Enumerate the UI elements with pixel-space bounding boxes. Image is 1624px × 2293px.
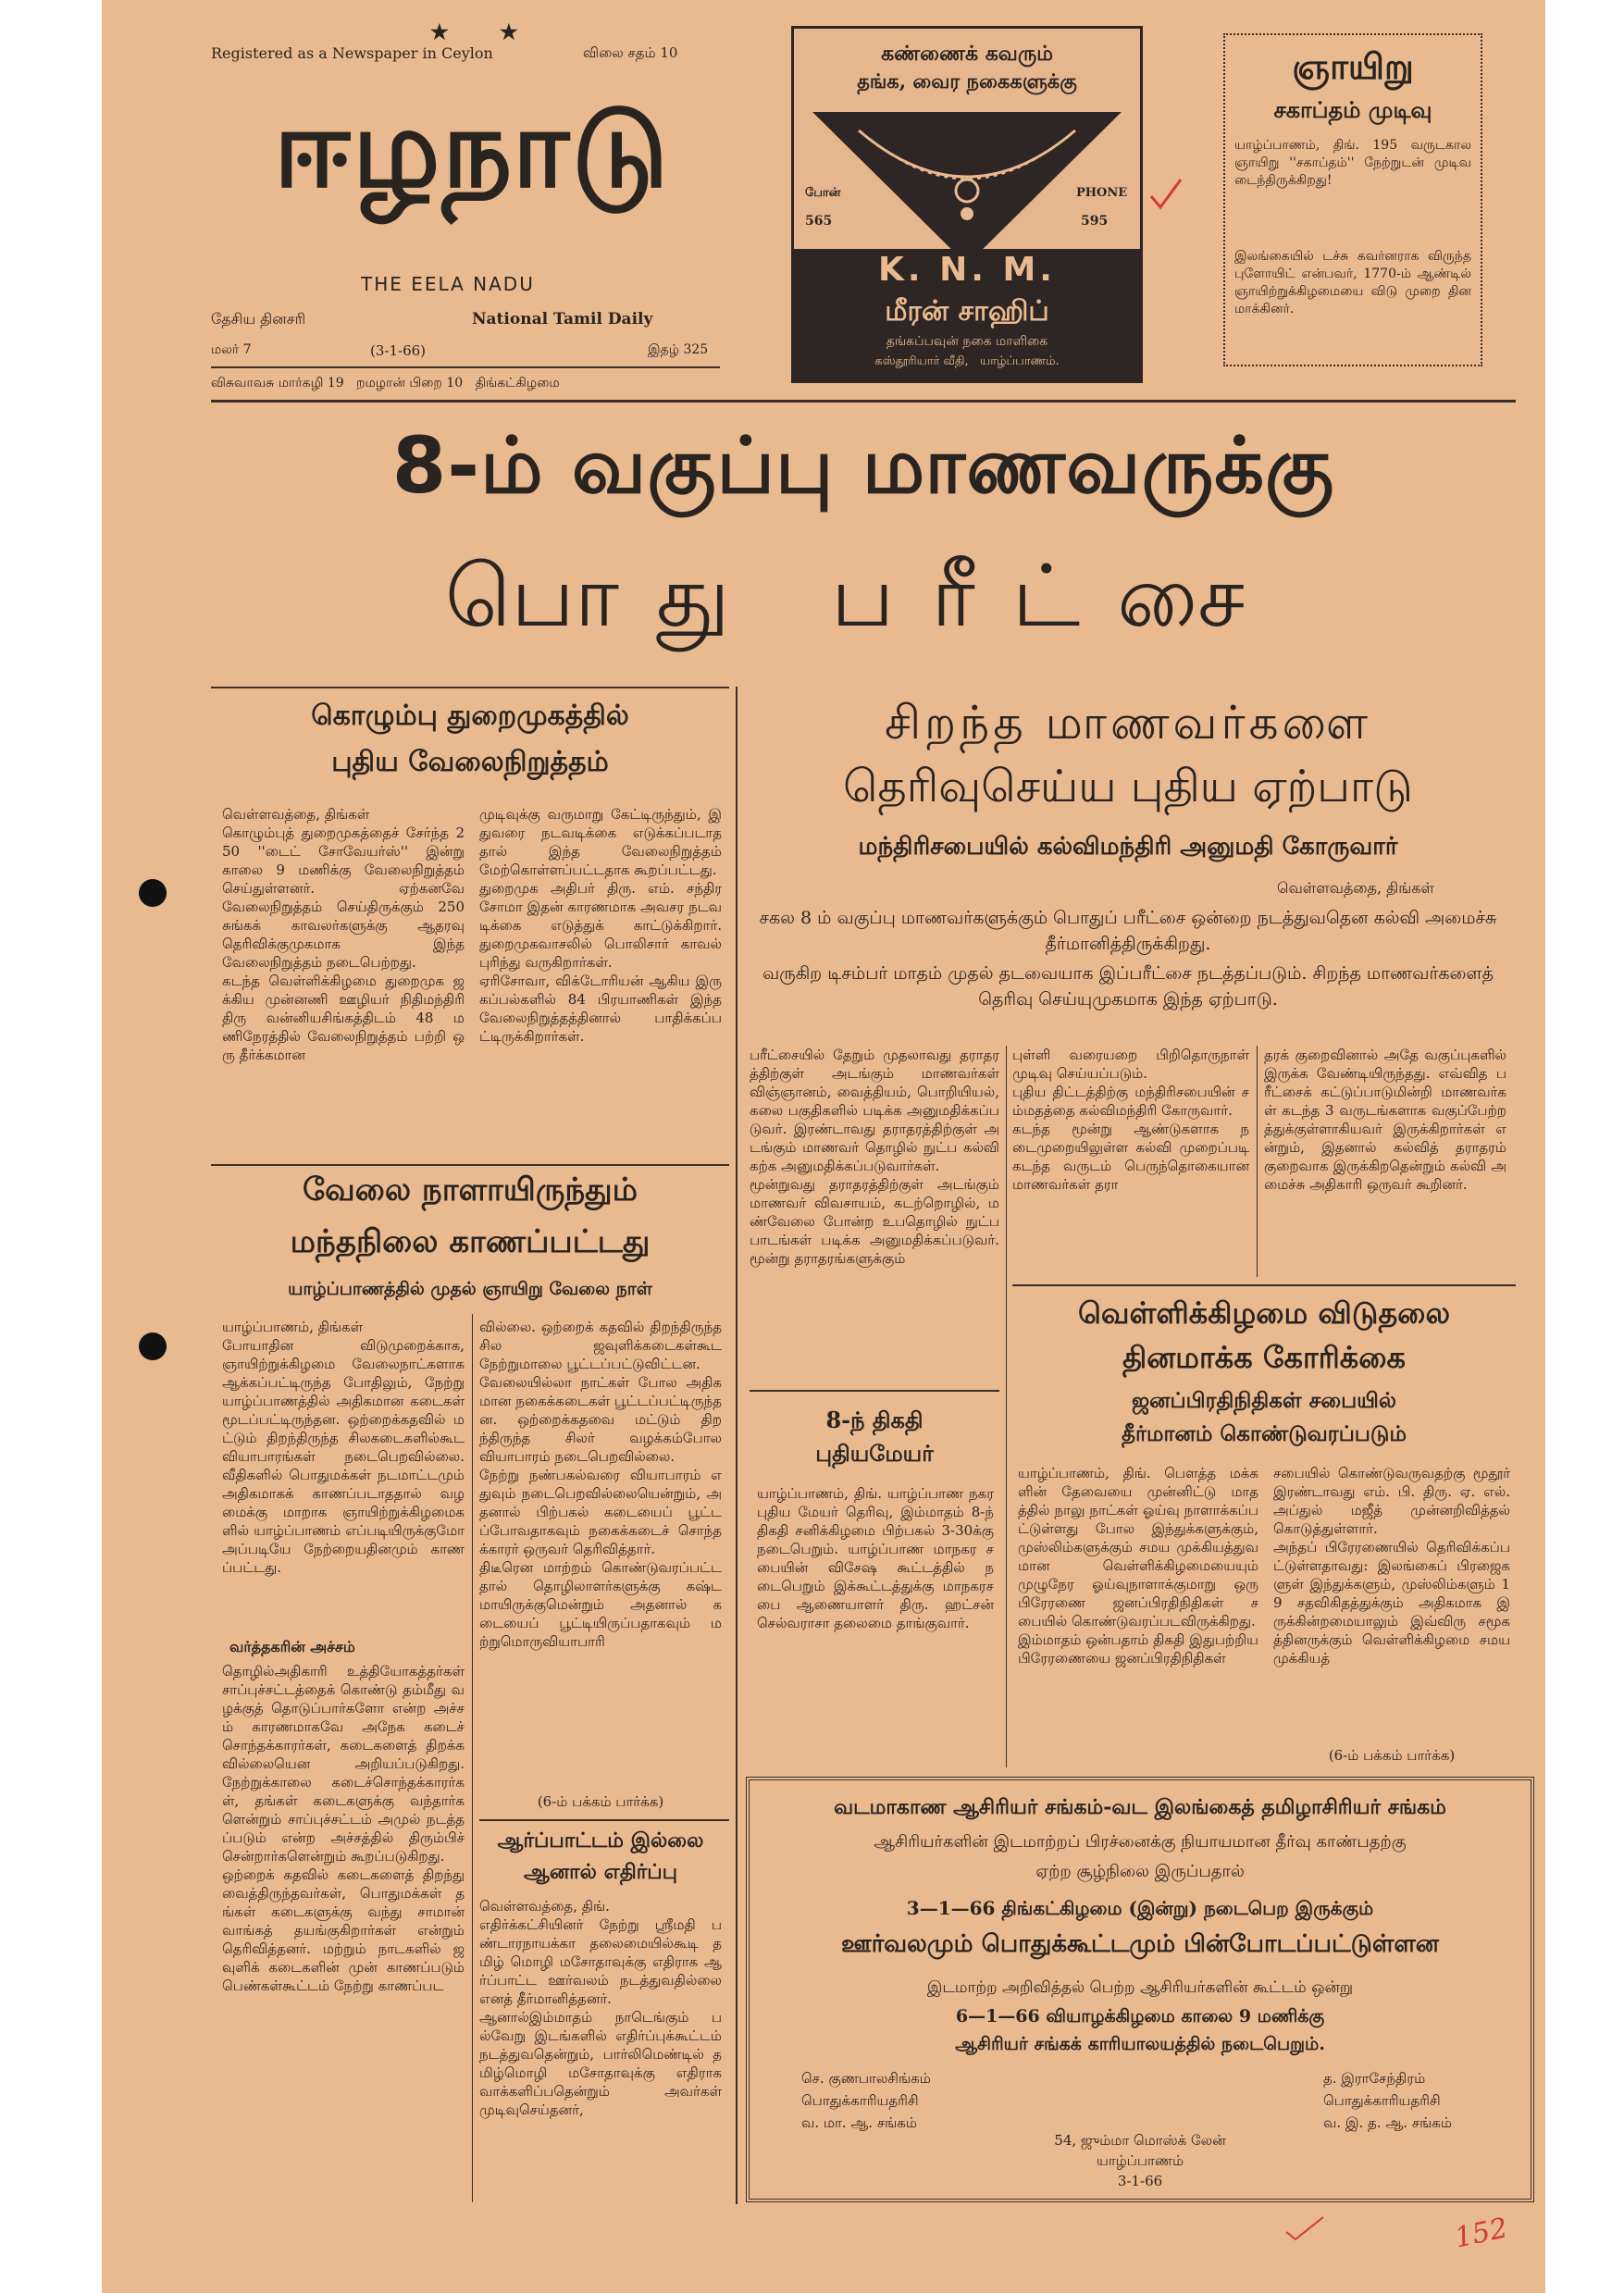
column-rule xyxy=(1006,1046,1007,1767)
advert-brand: K. N. M. xyxy=(878,251,1056,289)
story2-continued: (6-ம் பக்கம் பார்க்க) xyxy=(537,1793,664,1810)
masthead-rule xyxy=(211,400,1516,403)
story2-col1b: தொழில்அதிகாரி உத்தியோகத்தர்கள் சாப்புச்சட்டத்தைக் கொண்டு தம்மீது வழக்குத் தொடுப்பார்களோ என்ற அச்சம் காரணமாகவே அநேக கடைச் சொந்தக்காரர்கள், கடைகளைத் திறக்கவில்லையென அறியப்படுகிறது. நேற்றுக்காலை கடைச்சொந்தக்காரர்கள், தங்கள் கடைகளுக்கு வந்தார்களென்றும் சாப்புச்சட்டம் அமுல் நடத்தப்படும் என்ற அச்சத்தில் திரும்பிச் சென்றார்களென்றும் கூறப்படுகிறது. ஒற்றைக் கதவில் கடைகளைத் திறந்து வைத்திருந்தவர்கள், பொதுமக்கள் தங்கள் கடைகளுக்கு வந்து சாமான் வாங்கத் தயங்குகிறார்கள் என்றும் தெரிவித்தனர். மற்றும் நாடகளில் ஜவுளிக் கடைகளின் முன் காணப்படும் பெண்கள்கூட்டம் நேற்று காணப்பட xyxy=(222,1663,465,1994)
dateline: விசுவாவசு மார்கழி 19 றமழான் பிறை 10 திங்கட்கிழமை xyxy=(211,376,560,390)
divider xyxy=(211,1164,729,1166)
notice-line-7: ஆசிரியர் சங்கக் காரியாலயத்தில் நடைபெறும். xyxy=(955,2034,1325,2054)
main-headline-line2: பொது பரீட்சை xyxy=(444,547,1283,646)
story3-body: வெள்ளவத்தை, திங். எதிர்க்கட்சியினர் நேற்று ஸ்ரீமதி பண்டாரநாயக்கா தலைமையில்கூடி தமிழ் மொழி மசோதாவுக்கு எதிராக ஆர்ப்பாட்ட ஊர்வலம் நடத்துவதில்லை எனத் தீர்மானித்தனர். ஆனால்இம்மாதம் நாடெங்கும் பல்வேறு இடங்களில் எதிர்ப்புக்கூட்டம் நடத்துவதென்றும், பார்லிமெண்டில் தமிழ்மொழி மசோதாவுக்கு எதிராக வாக்களிப்பதென்றும் அவர்கள் முடிவுசெய்தனர், xyxy=(479,1898,722,2118)
star-icon: ★ xyxy=(500,20,518,44)
sunday-title: ஞாயிறு xyxy=(1292,46,1414,87)
notice-line-4: ஊர்வலமும் பொதுக்கூட்டமும் பின்போடப்பட்டுள்ளன xyxy=(840,1930,1439,1958)
divider xyxy=(479,1819,729,1821)
advert-address: கஸ்தூரியார் வீதி, யாழ்ப்பாணம். xyxy=(874,354,1060,368)
masthead-latin-title: THE EELA NADU xyxy=(361,273,535,295)
story1-title-2: புதிய வேலைநிறுத்தம் xyxy=(331,746,609,778)
phone-number-ta: 565 xyxy=(805,214,833,229)
tick-mark-icon xyxy=(1284,2215,1325,2243)
volume-label: மலர் 7 xyxy=(211,342,252,357)
story6-continued: (6-ம் பக்கம் பார்க்க) xyxy=(1328,1747,1456,1764)
signatory-1 xyxy=(801,2067,931,2134)
divider xyxy=(211,366,720,368)
handwritten-page-number: 152 xyxy=(1451,2212,1511,2255)
story4-lead-2: வருகிற டிசம்பர் மாதம் முதல் தடவையாக இப்பரீட்சை நடத்தப்படும். சிறந்த மாணவர்களைத் தெரிவு செய்யுமுகமாக இந்த ஏற்பாடு. xyxy=(762,963,1494,1010)
sunday-para-2: இலங்கையில் டச்சு கவர்னராக விருந்த புளோயிட் என்பவர், 1770-ம் ஆண்டில் ஞாயிற்றுக்கிழமையை விடு முறை தினமாக்கினர். xyxy=(1234,249,1471,316)
story4-col3: தரக் குறைவினால் அதே வகுப்புகளில் இருக்க வேண்டியிருந்தது. எவ்வித பரீட்சைக் கட்டுப்பாடுமின்றி மாணவர்கள் கடந்த 3 வருடங்களாக வகுப்பேற்றத்துக்குள்ளாகியவர் இருக்கிறார்கள் என்றும், இதனால் கல்வித் தராதரம் குறைவாக இருக்கிறதென்றும் கல்வி அமைச்சு அதிகாரி ஒருவர் கூறினர். xyxy=(1264,1047,1506,1193)
masthead-title: ஈழநாடு xyxy=(273,84,671,212)
story3-title-2: ஆனால் எதிர்ப்பு xyxy=(524,1860,677,1884)
signatory-2-role: பொதுக்காரியதரிசி xyxy=(1323,2092,1441,2109)
column-rule xyxy=(1257,1046,1258,1277)
registered-line: Registered as a Newspaper in Ceylon xyxy=(211,44,493,62)
divider xyxy=(1012,1284,1516,1286)
daily-tamil: தேசிய தினசரி xyxy=(211,310,306,328)
sunday-subtitle: சகாப்தம் முடிவு xyxy=(1273,96,1432,123)
story2-subtitle: யாழ்ப்பாணத்தில் முதல் ஞாயிறு வேலை நாள் xyxy=(288,1279,652,1299)
story4-subtitle: மந்திரிசபையில் கல்விமந்திரி அனுமதி கோருவார் xyxy=(858,833,1398,861)
issue-number: இதழ் 325 xyxy=(648,342,709,357)
phone-label-en: PHONE xyxy=(1076,186,1128,200)
story5-title-1: 8-ந் திகதி xyxy=(825,1407,924,1433)
story4-col1: பரீட்சையில் தேறும் முதலாவது தராதரத்திற்குள் அடங்கும் மாணவர்கள் விஞ்ஞானம், வைத்தியம், பொறியியல், கலை பகுதிகளில் படிக்க அனுமதிக்கப்படுவர். இரண்டாவது தராதரத்திற்குள் அடங்கும் மாணவர் தொழில் நுட்ப கல்வி கற்க அனுமதிக்கப்படுவார்கள். மூன்றுவது தராதரத்திற்குள் அடங்கும் மாணவர் விவசாயம், கடற்றொழில், மண்வேலை போன்ற உபதொழில் நுட்ப பாடங்கள் படிக்க அனுமதிக்கப்படுவர். மூன்று தராதரங்களுக்கும் xyxy=(750,1047,999,1267)
story2-subhead: வர்த்தகரின் அச்சம் xyxy=(229,1638,355,1655)
signatory-2-name: த. இராசேந்திரம் xyxy=(1323,2070,1426,2087)
story2-col1: யாழ்ப்பாணம், திங்கள் போயாதின விடுமுறைக்காக, ஞாயிற்றுக்கிழமை வேலைநாட்களாக ஆக்கப்பட்டிருந்த போதிலும், நேற்று யாழ்ப்பாணத்தில் அதிகமான கடைகள் மூடப்பட்டிருந்தன. ஒற்றைக்கதவில் மட்டும் திறந்திருந்த சிலகடைகளில்கூட வியாபாரங்கள் நடைபெறவில்லை. வீதிகளில் பொதுமக்கள் நடமாட்டமும் அதிகமாகக் காணப்படாததால் வழமைக்கு மாறாக ஞாயிற்றுக்கிழமைகளில் யாழ்ப்பாணம் எப்படியிருக்குமோ அப்படியே நேற்றையதினமும் காணப்பட்டது. xyxy=(222,1319,465,1576)
story4-title-2: தெரிவுசெய்ய புதிய ஏற்பாடு xyxy=(843,761,1413,812)
signatory-1-name: செ. குணபாலசிங்கம் xyxy=(801,2070,931,2087)
story1-col1: வெள்ளவத்தை, திங்கள் கொழும்புத் துறைமுகத்தைச் சேர்ந்த 250 ''டைட் சோவேயர்ஸ்'' இன்று காலை 9 மணிக்கு வேலைநிறுத்தம் செய்துள்ளனர். ஏற்கனவே வேலைநிறுத்தம் செய்திருக்கும் 250 சுங்கக் காவலர்களுக்கு ஆதரவு தெரிவிக்குமுகமாக இந்த வேலைநிறுத்தம் நடைபெற்றது. கடந்த வெள்ளிக்கிழமை துறைமுக ஜக்கிய முன்னணி ஊழியர் நிதிமந்திரி திரு வன்னியசிங்கத்திடம் 48 மணிநேரத்தில் வேலைநிறுத்தம் பற்றி ஒரு தீர்க்கமான xyxy=(222,806,465,1063)
issue-date: (3-1-66) xyxy=(370,342,427,359)
story6-title-1: வெள்ளிக்கிழமை விடுதலை xyxy=(1077,1295,1451,1331)
star-icon: ★ xyxy=(430,20,449,44)
story2-title-2: மந்தநிலை காணப்பட்டது xyxy=(290,1223,651,1260)
divider xyxy=(211,687,729,688)
signatory-2-org: வ. இ. த. ஆ. சங்கம் xyxy=(1323,2114,1452,2131)
notice-address-line-2: யாழ்ப்பாணம் xyxy=(1096,2152,1184,2169)
notice-address-line-3: 3-1-66 xyxy=(1117,2173,1163,2189)
notice-line-3: 3—1—66 திங்கட்கிழமை (இன்று) நடைபெற இருக்கும் xyxy=(906,1897,1374,1919)
notice-address xyxy=(750,2130,1531,2191)
story6-col1: யாழ்ப்பாணம், திங். பௌத்த மக்களின் தேவையை முன்னிட்டு மாதத்தில் நாலு நாட்கள் ஓய்வு நாளாக்கப்பட்டுள்ளது போல இந்துக்களுக்கும், முஸ்லிம்களுக்கும் சமய முக்கியத்துவமான வெள்ளிக்கிழமையையும் முழுநேர ஓய்வுநாளாக்குமாறு ஒரு பிரேரணை ஜனப்பிரதிநிதிகள் சபையில் கொண்டுவரப்படவிருக்கிறது. இம்மாதம் ஒன்பதாம் திகதி இதுபற்றிய பிரேரணையை ஜனப்பிரதிநிதிகள் xyxy=(1018,1465,1258,1667)
story1-col2: முடிவுக்கு வருமாறு கேட்டிருந்தும், இதுவரை நடவடிக்கை எடுக்கப்படாததால் இந்த வேலைநிறுத்தம் மேற்கொள்ளப்பட்டதாக கூறப்பட்டது. துறைமுக அதிபர் திரு. எம். சந்திரசோமா இதன் காரணமாக அவசர நடவடிக்கை எடுத்துக் காட்டுக்கிறார். துறைமுகவாசலில் பொலிசார் காவல் புரிந்து வருகிறார்கள். ஏரிசோவா, விக்டோரியன் ஆகிய இரு கப்பல்களில் 84 பிரயாணிகள் இந்த வேலைநிறுத்தத்தினால் பாதிக்கப்பட்டிருக்கிறார்கள். xyxy=(479,806,722,1045)
story6-subtitle-1: ஜனப்பிரதிநிதிகள் சபையில் xyxy=(1132,1388,1396,1413)
signatory-1-org: வ. மா. ஆ. சங்கம் xyxy=(801,2114,917,2131)
jewellery-advert xyxy=(791,26,1143,383)
signatory-1-role: பொதுக்காரியதரிசி xyxy=(801,2092,919,2109)
story1-title-1: கொழும்பு துறைமுகத்தில் xyxy=(311,700,629,732)
notice-line-1: ஆசிரியர்களின் இடமாற்றப் பிரச்னைக்கு நியாயமான தீர்வு காண்பதற்கு xyxy=(874,1832,1407,1852)
story6-col2: சபையில் கொண்டுவருவதற்கு மூதூர் இரண்டாவது எம். பி. திரு. ஏ. எல். அப்துல் மஜீத் முன்னறிவித்தல் கொடுத்துள்ளார். அந்தப் பிரேரணையில் தெரிவிக்கப்பட்டுள்ளதாவது: இலங்கைப் பிரஜைகளுள் இந்துக்களும், முஸ்லிம்களும் 19 சதவிகிதத்துக்கும் அதிகமாக இருக்கின்றமையாலும் இவ்விரு சமூகத்தினருக்கும் வெள்ளிக்கிழமை சமய முக்கியத் xyxy=(1273,1465,1510,1667)
notice-line-5: இடமாற்ற அறிவித்தல் பெற்ற ஆசிரியர்களின் கூட்டம் ஒன்று xyxy=(926,1978,1354,1997)
punch-hole xyxy=(139,879,167,907)
advert-line2: தங்க, வைர நகைகளுக்கு xyxy=(857,69,1077,93)
divider xyxy=(750,1390,999,1392)
advert-line1: கண்ணைக் கவரும் xyxy=(881,42,1053,66)
story4-col2: புள்ளி வரையறை பிறிதொருநாள் முடிவு செய்யப்படும். புதிய திட்டத்திற்கு மந்திரிசபையின் சம்மதத்தை கல்விமந்திரி கோருவார். கடந்த மூன்று ஆண்டுகளாக நடைமுறையிலுள்ள கல்வி முறைப்படி கடந்த வருடம் பெருந்தொகையான மாணவர்கள் தரா xyxy=(1012,1047,1249,1193)
story6-subtitle-2: தீர்மானம் கொண்டுவரப்படும் xyxy=(1122,1421,1407,1446)
story4-dateline: வெள்ளவத்தை, திங்கள் xyxy=(1277,879,1434,897)
phone-number-en: 595 xyxy=(1081,214,1109,229)
advert-name: மீரன் சாஹிப் xyxy=(885,295,1049,328)
story4-title-1: சிறந்த மாணவர்களை xyxy=(884,696,1372,750)
teachers-union-notice xyxy=(746,1777,1534,2202)
tick-mark-icon xyxy=(1147,176,1184,213)
phone-label-ta: போன் xyxy=(805,186,841,200)
story2-col2: வில்லை. ஒற்றைக் கதவில் திறந்திருந்த சில ஜவுளிக்கடைகள்கூட நேற்றுமாலை பூட்டப்பட்டுவிட்டன. வேலையில்லா நாட்கள் போல அதிகமான நகைக்கடைகள் பூட்டப்பட்டிருந்தன. ஒற்றைக்கதவை மட்டும் திறந்திருந்த சிலர் வழக்கம்போல வியாபாரம் நடைபெறவில்லை. நேற்று நண்பகல்வரை வியாபாரம் எதுவும் நடைபெறவில்லையென்றும், அதனால் பிற்பகல் கடையைப் பூட்டப்போவதாகவும் நகைக்கடைச் சொந்தக்காரர் ஒருவர் தெரிவித்தார். திடீரென மாற்றம் கொண்டுவரப்பட்டதால் தொழிலாளர்களுக்கு கஷ்டமாயிருக்குமென்றும் அதனால் கடையைப் பூட்டியிருப்பதாகவும் மற்றுமொருவியாபாரி xyxy=(479,1319,722,1650)
story6-title-2: தினமாக்க கோரிக்கை xyxy=(1122,1340,1406,1375)
notice-title: வடமாகாண ஆசிரியர் சங்கம்-வட இலங்கைத் தமிழாசிரியர் சங்கம் xyxy=(834,1795,1446,1819)
column-rule xyxy=(736,687,738,2204)
sunday-era-box xyxy=(1223,33,1482,366)
main-headline-line1: 8-ம் வகுப்பு மாணவருக்கு xyxy=(391,420,1335,511)
column-rule xyxy=(472,1314,473,2202)
advert-tagline: தங்கப்பவுன் நகை மாளிகை xyxy=(886,334,1048,349)
story3-title-1: ஆர்ப்பாட்டம் இல்லை xyxy=(497,1828,704,1853)
price-label: விலை சதம் 10 xyxy=(583,44,678,61)
notice-line-6: 6—1—66 வியாழக்கிழமை காலை 9 மணிக்கு xyxy=(955,2006,1325,2027)
daily-english: National Tamil Daily xyxy=(472,310,653,328)
story4-lead-1: சகல 8 ம் வகுப்பு மாணவர்களுக்கும் பொதுப் பரீட்சை ஒன்றை நடத்துவதென கல்வி அமைச்சு தீர்மானித்திருக்கிறது. xyxy=(759,908,1497,954)
punch-hole xyxy=(139,1332,167,1360)
notice-address-line-1: 54, ஜும்மா மொஸ்க் லேன் xyxy=(1054,2132,1226,2149)
story5-body: யாழ்ப்பாணம், திங். யாழ்ப்பாண நகர புதிய மேயர் தெரிவு, இம்மாதம் 8-ந் திகதி சனிக்கிழமை பிற்பகல் 3-30க்கு நடைபெறும். யாழ்ப்பாண மாநகர சபையின் விசேஷ கூட்டத்தில் நடைபெறும் இக்கூட்டத்துக்கு மாநகரசபை ஆணையாளர் திரு. ஹட்சன் செல்வராசா தலைமை தாங்குவார். xyxy=(757,1485,994,1631)
sunday-para-1: யாழ்ப்பாணம், திங். 195 வருடகால ஞாயிறு ''சகாப்தம்'' நேற்றுடன் முடிவடைந்திருக்கிறது! xyxy=(1234,138,1471,188)
story5-title-2: புதியமேயர் xyxy=(815,1440,934,1467)
signatory-2 xyxy=(1323,2067,1452,2134)
notice-line-2: ஏற்ற சூழ்நிலை இருப்பதால் xyxy=(1035,1862,1245,1881)
story2-title-1: வேலை நாளாயிருந்தும் xyxy=(303,1171,638,1208)
